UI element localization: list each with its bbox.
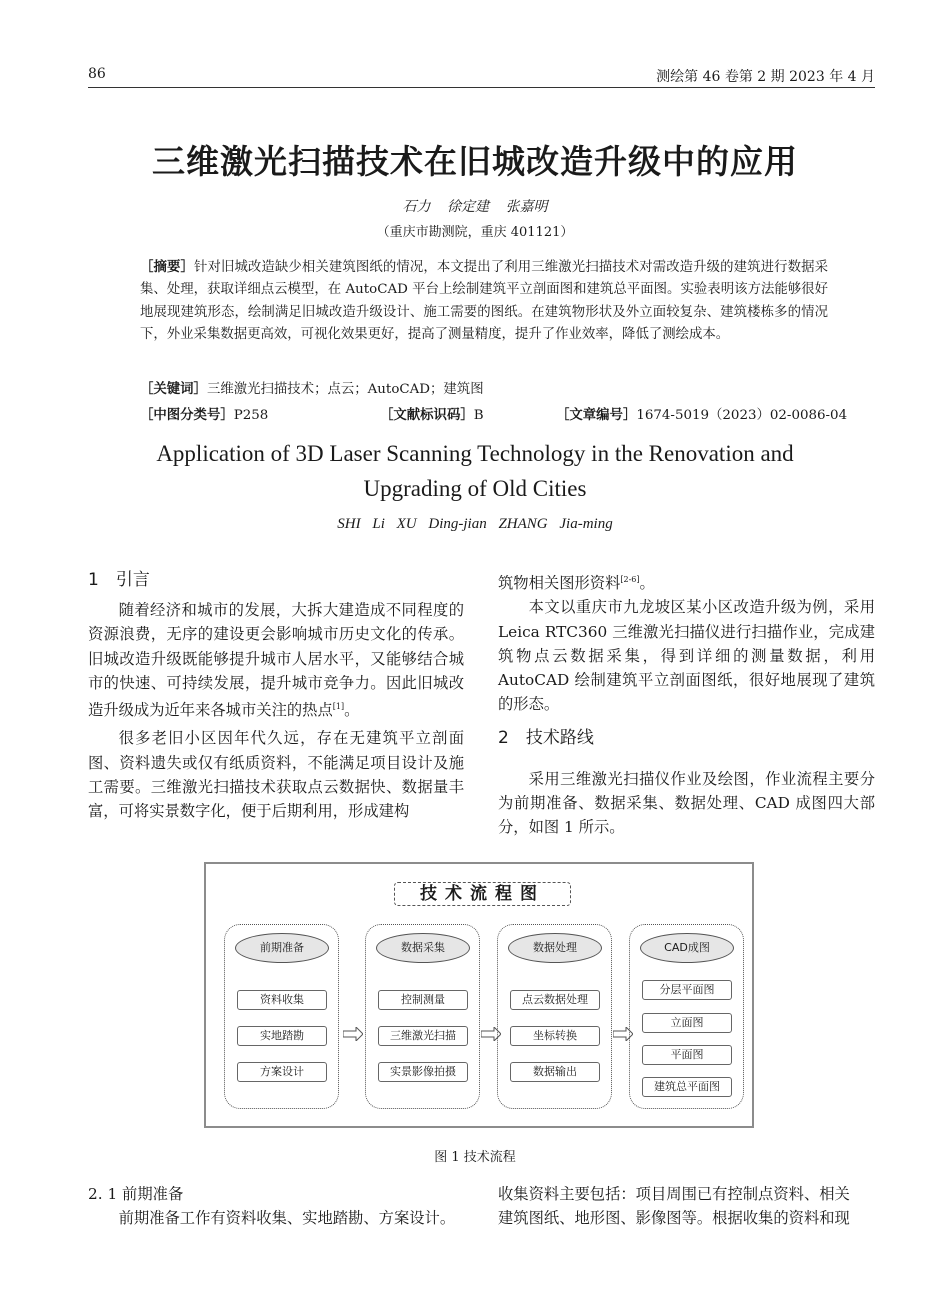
right-p0-text: 筑物相关图形资料 bbox=[498, 574, 621, 593]
subsection-2-1 bbox=[88, 1182, 464, 1230]
doc-code-label: ［文献标识码］ bbox=[380, 407, 474, 423]
right-paragraph-2: 采用三维激光扫描仪作业及绘图，作业流程主要分为前期准备、数据采集、数据处理、CAD 成图四大部分，如图 1 所示。 bbox=[498, 769, 875, 836]
subsection-2-1-text: 前期准备工作有资料收集、实地踏勘、方案设计。 bbox=[118, 1209, 456, 1228]
right-paragraph-1: 本文以重庆市九龙坡区某小区改造升级为例，采用 Leica RTC360 三维激光扫描仪进行扫描作业，完成建筑物点云数据采集，得到详细的测量数据，利用 AutoCAD 绘制建筑平立剖面图纸，很好地展现了建筑的形态。 bbox=[498, 598, 875, 714]
flow-arrow-icon bbox=[343, 1027, 363, 1041]
flow-item: 立面图 bbox=[642, 1013, 732, 1033]
english-authors: SHI Li XU Ding-jian ZHANG Jia-ming bbox=[337, 516, 613, 532]
abstract-label: ［摘要］ bbox=[140, 259, 194, 275]
clc-number bbox=[140, 404, 268, 423]
article-number-label: ［文章编号］ bbox=[556, 407, 637, 423]
keywords bbox=[140, 378, 484, 397]
page-number: 86 bbox=[88, 66, 106, 82]
keywords-text: 三维激光扫描技术；点云；AutoCAD；建筑图 bbox=[206, 382, 484, 397]
affiliation: （重庆市勘测院，重庆 401121） bbox=[376, 225, 574, 240]
intro-paragraph-2: 很多老旧小区因年代久远，存在无建筑平立剖面图、资料遗失或仅有纸质资料，不能满足项目设计及施工需要。三维激光扫描技术获取点云数据快、数据量丰富，可将实景数字化，便于后期利用，形成建构 bbox=[88, 729, 464, 820]
flow-item: 点云数据处理 bbox=[510, 990, 600, 1010]
authors: 石力 徐定建 张嘉明 bbox=[402, 199, 548, 215]
right-bottom-line-1: 收集资料主要包括：项目周围已有控制点资料、相关 bbox=[498, 1185, 850, 1203]
flow-item: 建筑总平面图 bbox=[642, 1077, 732, 1097]
subsection-2-1-heading: 2. 1 前期准备 bbox=[88, 1185, 184, 1203]
article-number bbox=[556, 404, 847, 423]
flow-item: 分层平面图 bbox=[642, 980, 732, 1000]
flow-group-process-title: 数据处理 bbox=[508, 933, 602, 963]
clc-text: P258 bbox=[233, 408, 269, 423]
flow-group-collect bbox=[365, 924, 480, 1109]
flowchart-figure bbox=[204, 862, 754, 1128]
flow-item: 三维激光扫描 bbox=[378, 1026, 468, 1046]
flow-group-cad-title: CAD成图 bbox=[640, 933, 734, 963]
flow-item: 坐标转换 bbox=[510, 1026, 600, 1046]
flow-item: 控制测量 bbox=[378, 990, 468, 1010]
section-2-heading: 2 技术路线 bbox=[498, 728, 594, 749]
english-title bbox=[0, 436, 950, 506]
abstract bbox=[140, 256, 828, 346]
right-p0-end: 。 bbox=[639, 574, 655, 593]
english-title-line1: Application of 3D Laser Scanning Technology in the Renovation and bbox=[156, 441, 794, 466]
abstract-text: 针对旧城改造缺少相关建筑图纸的情况，本文提出了利用三维激光扫描技术对需改造升级的建筑进行数据采集、处理，获取详细点云模型，在 AutoCAD 平台上绘制建筑平立剖面图和建筑总平面图。实验表明该方法能够很好地展现建筑形态，绘制满足旧城改造升级设计、施工需要的图纸。在建筑物形状及外立面较复杂、建筑楼栋多的情况下，外业采集数据更高效，可视化效果更好，提高了测量精度，提升了作业效率，降低了测绘成本。 bbox=[140, 260, 828, 342]
paper-title: 三维激光扫描技术在旧城改造升级中的应用 bbox=[152, 142, 798, 181]
right-bottom-line-2: 建筑图纸、地形图、影像图等。根据收集的资料和现 bbox=[498, 1209, 850, 1228]
intro-p1-text: 随着经济和城市的发展，大拆大建造成不同程度的资源浪费，无序的建设更会影响城市历史文化的传承。旧城改造升级既能够提升城市人居水平，又能够结合城市的快速、可持续发展，提升城市竞争力。因此旧城改造升级成为近年来各城市关注的热点 bbox=[88, 601, 464, 720]
flow-group-process bbox=[497, 924, 612, 1109]
article-number-text: 1674-5019（2023）02-0086-04 bbox=[636, 408, 848, 423]
flow-item: 资料收集 bbox=[237, 990, 327, 1010]
flow-item: 数据输出 bbox=[510, 1062, 600, 1082]
right-column bbox=[498, 568, 875, 839]
figure-caption: 图 1 技术流程 bbox=[434, 1150, 516, 1165]
intro-p1-end: 。 bbox=[344, 701, 360, 720]
section-1-heading: 1 引言 bbox=[88, 570, 150, 590]
doc-code bbox=[380, 404, 484, 423]
intro-paragraph-1 bbox=[88, 598, 464, 722]
clc-label: ［中图分类号］ bbox=[140, 407, 234, 423]
right-paragraph-0 bbox=[498, 568, 875, 595]
flow-item: 实景影像拍摄 bbox=[378, 1062, 468, 1082]
flow-item: 方案设计 bbox=[237, 1062, 327, 1082]
flow-group-collect-title: 数据采集 bbox=[376, 933, 470, 963]
right-bottom-text bbox=[498, 1182, 875, 1230]
flow-group-prep-title: 前期准备 bbox=[235, 933, 329, 963]
header-rule bbox=[88, 87, 875, 88]
flow-group-cad bbox=[629, 924, 744, 1109]
citation-2-6: [2-6] bbox=[620, 575, 640, 584]
flow-group-prep bbox=[224, 924, 339, 1109]
doc-code-text: B bbox=[473, 408, 484, 423]
flow-item: 平面图 bbox=[642, 1045, 732, 1065]
citation-1: [1] bbox=[332, 702, 345, 712]
english-title-line2: Upgrading of Old Cities bbox=[363, 476, 587, 501]
left-column bbox=[88, 568, 464, 823]
flowchart-title: 技术流程图 bbox=[394, 882, 571, 906]
flow-item: 实地踏勘 bbox=[237, 1026, 327, 1046]
journal-info: 测绘第 46 卷第 2 期 2023 年 4 月 bbox=[656, 69, 875, 85]
keywords-label: ［关键词］ bbox=[140, 381, 207, 397]
